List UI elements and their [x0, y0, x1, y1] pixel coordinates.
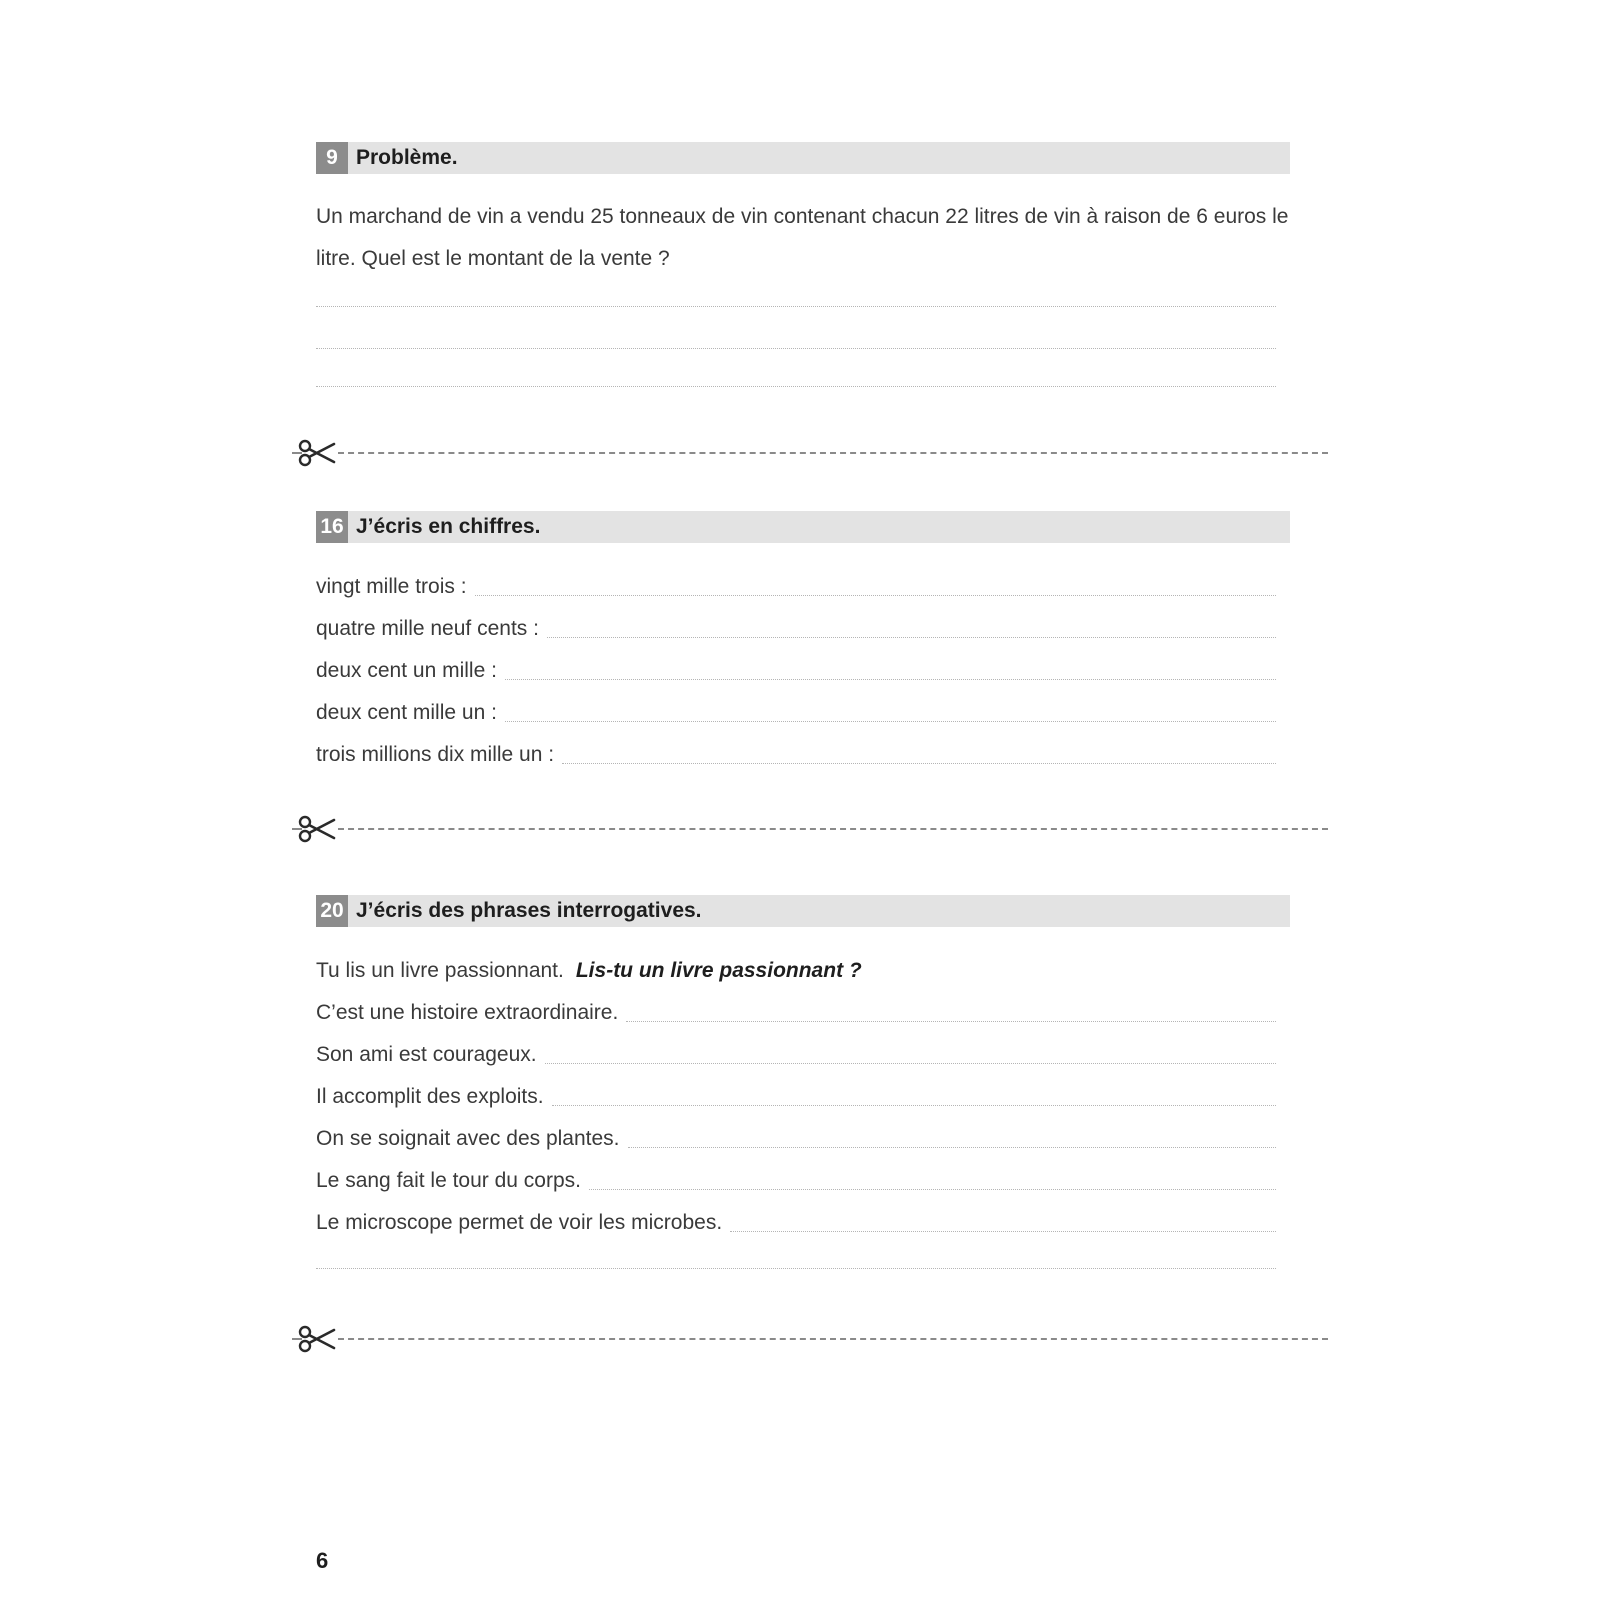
exercise-title: Problème. [356, 146, 458, 169]
cut-line [292, 438, 1328, 468]
scissors-icon [296, 438, 336, 468]
cut-dash [338, 452, 1328, 454]
answer-field[interactable] [545, 1063, 1276, 1064]
item-label: On se soignait avec des plantes. [316, 1127, 620, 1150]
item-label: C’est une histoire extraordinaire. [316, 1001, 619, 1024]
question-row [316, 1118, 1276, 1152]
answer-field[interactable] [628, 1147, 1276, 1148]
number-writing-row [316, 734, 1276, 768]
item-label: Il accomplit des exploits. [316, 1085, 544, 1108]
exercise-number-badge: 9 [316, 142, 348, 174]
example-answer: Lis-tu un livre passionnant ? [575, 959, 862, 982]
item-label: deux cent un mille : [316, 659, 497, 682]
answer-line[interactable] [316, 306, 1276, 307]
item-label: Le microscope permet de voir les microbes. [316, 1211, 723, 1234]
exercise-9-statement: Un marchand de vin a vendu 25 tonneaux de vin contenant chacun 22 litres de vin à raison de 6 euros le litre. Quel est le montant de la vente ? [316, 205, 1289, 270]
answer-field[interactable] [552, 1105, 1276, 1106]
cut-line [292, 814, 1328, 844]
answer-field[interactable] [589, 1189, 1276, 1190]
scissors-icon [296, 1324, 336, 1354]
question-row [316, 1202, 1276, 1236]
cut-line [292, 1324, 1328, 1354]
answer-field[interactable] [475, 595, 1276, 596]
number-writing-row [316, 566, 1276, 600]
answer-line[interactable] [316, 386, 1276, 387]
page-number: 6 [316, 1548, 329, 1573]
exercise-title: J’écris en chiffres. [356, 515, 541, 538]
answer-field[interactable] [547, 637, 1276, 638]
scissors-icon [296, 814, 336, 844]
answer-field[interactable] [505, 721, 1276, 722]
item-label: Son ami est courageux. [316, 1043, 537, 1066]
answer-line[interactable] [316, 348, 1276, 349]
question-row [316, 1160, 1276, 1194]
item-label: vingt mille trois : [316, 575, 467, 598]
number-writing-row [316, 692, 1276, 726]
exercise-number-badge: 20 [316, 895, 348, 927]
exercise-title: J’écris des phrases interrogatives. [356, 899, 702, 922]
example-label [316, 958, 862, 984]
exercise-16-header [316, 511, 1290, 543]
item-label: deux cent mille un : [316, 701, 497, 724]
answer-field[interactable] [562, 763, 1276, 764]
answer-field[interactable] [626, 1021, 1276, 1022]
item-label: Le sang fait le tour du corps. [316, 1169, 581, 1192]
exercise-number-badge: 16 [316, 511, 348, 543]
question-row [316, 1034, 1276, 1068]
answer-field[interactable] [730, 1231, 1276, 1232]
item-label: quatre mille neuf cents : [316, 617, 539, 640]
exercise-9-header [316, 142, 1290, 174]
question-row [316, 992, 1276, 1026]
answer-field[interactable] [505, 679, 1276, 680]
number-writing-row [316, 608, 1276, 642]
answer-line[interactable] [316, 1268, 1276, 1269]
cut-dash [338, 828, 1328, 830]
item-label: trois millions dix mille un : [316, 743, 555, 766]
question-row [316, 1076, 1276, 1110]
example-sentence: Tu lis un livre passionnant. [316, 959, 564, 982]
cut-dash [338, 1338, 1328, 1340]
exercise-20-header [316, 895, 1290, 927]
number-writing-row [316, 650, 1276, 684]
example-row [316, 950, 1276, 984]
